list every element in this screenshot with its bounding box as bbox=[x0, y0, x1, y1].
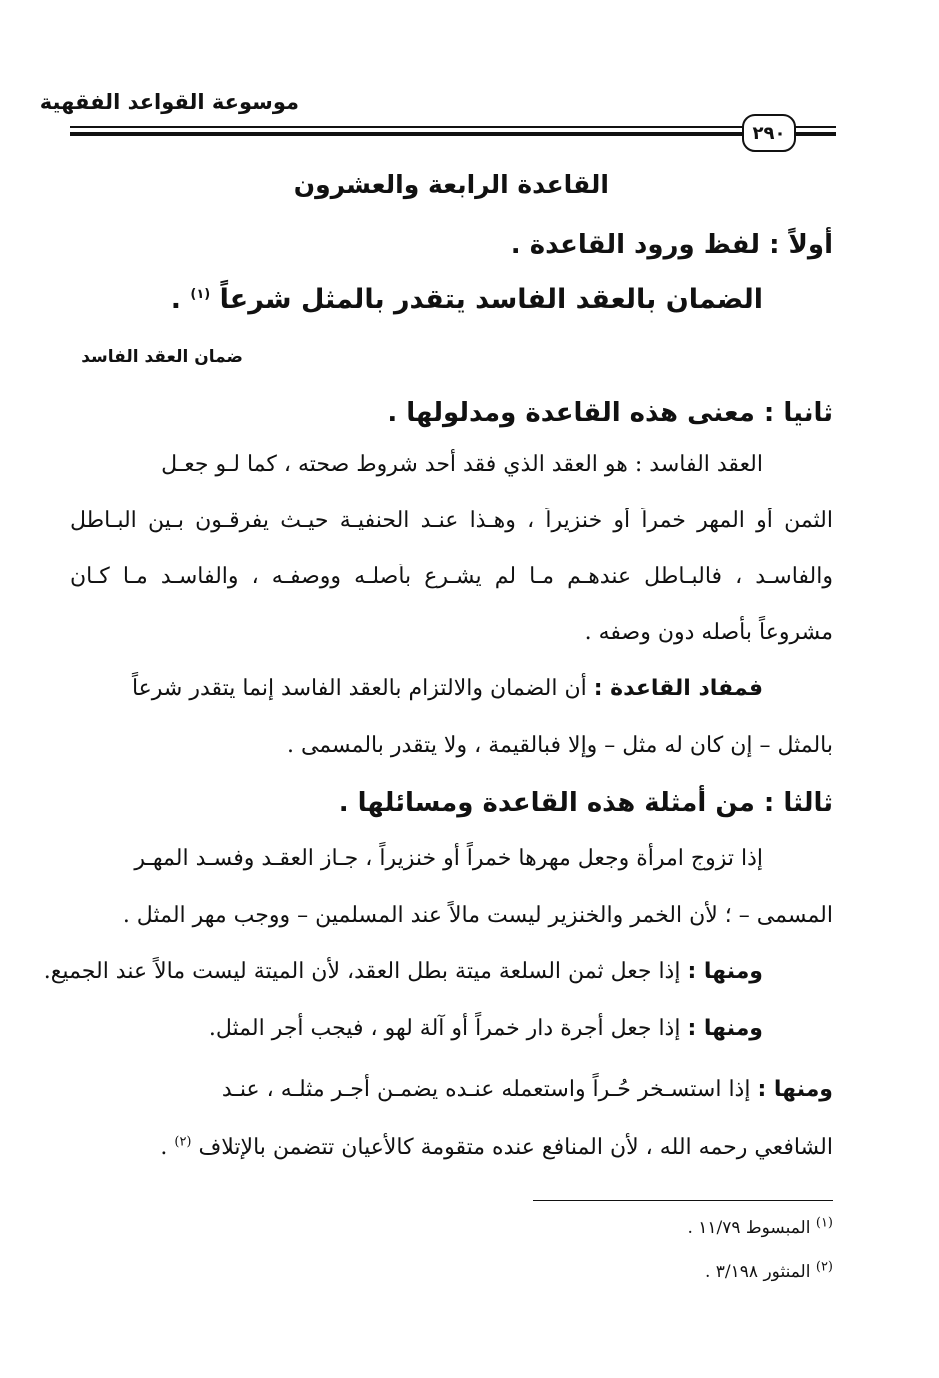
rule-statement bbox=[171, 284, 763, 315]
para2-line-2: بالمثل – إن كان له مثل – وإلا فبالقيمة ، ولا يتقدر بالمسمى . bbox=[286, 733, 833, 758]
footnote-ref-1[interactable]: (١) bbox=[190, 287, 211, 302]
section1-heading: أولاً : لفظ ورود القاعدة . bbox=[510, 230, 833, 260]
section2-heading: ثانيا : معنى هذه القاعدة ومدلولها . bbox=[387, 398, 833, 428]
footnote-marker-2: (٢) bbox=[815, 1259, 833, 1275]
ex2-line bbox=[44, 959, 763, 984]
footnote-1 bbox=[687, 1215, 833, 1238]
section3-heading: ثالثا : من أمثلة هذه القاعدة ومسائلها . bbox=[338, 788, 833, 818]
ex4-text-2: الشافعي رحمه الله ، لأن المنافع عنده متقومة كالأعيان تتضمن بالإتلاف bbox=[198, 1135, 833, 1160]
ex4-lead: ومنها : bbox=[757, 1077, 833, 1102]
ex2-lead: ومنها : bbox=[687, 959, 763, 984]
footnote-text-1: المبسوط ١١/٧٩ . bbox=[687, 1218, 811, 1238]
footnote-separator bbox=[533, 1200, 833, 1201]
para1-line-4: مشروعاً بأصله دون وصفه . bbox=[584, 620, 833, 645]
para2-line-1 bbox=[132, 676, 763, 701]
ex4-end: . bbox=[160, 1135, 168, 1160]
footnote-marker-1: (١) bbox=[815, 1215, 833, 1231]
page-number: ٢٩٠ bbox=[752, 122, 786, 144]
rule-end: . bbox=[170, 284, 181, 315]
ex3-lead: ومنها : bbox=[687, 1016, 763, 1041]
page-number-badge bbox=[742, 114, 796, 152]
ex3-text: إذا جعل أجرة دار خمراً أو آلة لهو ، فيجب أجر المثل. bbox=[208, 1016, 681, 1041]
ex2-text: إذا جعل ثمن السلعة ميتة بطل العقد، لأن الميتة ليست مالاً عند الجميع. bbox=[43, 959, 681, 984]
footnote-2 bbox=[704, 1259, 833, 1282]
para1-line-3: والفاسـد ، فالبـاطل عندهـم مـا لم يشـرع بأصلـه ووصفـه ، والفاسـد مـا كـان bbox=[70, 564, 833, 589]
header-rule-end bbox=[794, 126, 836, 136]
ex4-text: إذا استسـخر حُـراً واستعمله عنـده يضمـن أجـر مثلـه ، عنـد bbox=[221, 1077, 751, 1102]
footnote-text-2: المنثور ٣/١٩٨ . bbox=[704, 1262, 811, 1282]
footnote-ref-2[interactable]: (٢) bbox=[174, 1134, 192, 1150]
chapter-title: القاعدة الرابعة والعشرون bbox=[293, 170, 609, 199]
ex3-line bbox=[209, 1016, 763, 1041]
ex4-line-1 bbox=[222, 1077, 833, 1102]
ex4-line-2 bbox=[160, 1135, 833, 1160]
para2-lead: فمفاد القاعدة : bbox=[593, 676, 763, 701]
ex1-line-1: إذا تزوج امرأة وجعل مهرها خمراً أو خنزيراً ، جـاز العقـد وفسـد المهـر bbox=[134, 846, 763, 871]
running-header-title: موسوعة القواعد الفقهية bbox=[39, 90, 299, 114]
ex1-line-2: المسمى – ؛ لأن الخمر والخنزير ليست مالاً عند المسلمين – ووجب مهر المثل . bbox=[122, 903, 833, 928]
header-rule-thin bbox=[70, 126, 833, 128]
para1-line-2: الثمن أو المهر خمراً أو خنزيراً ، وهـذا عنـد الحنفيـة حيـث يفرقـون بـين البـاطل bbox=[70, 508, 833, 533]
para2-text: أن الضمان والالتزام بالعقد الفاسد إنما يتقدر شرعاً bbox=[131, 676, 587, 701]
header-rule-thick bbox=[70, 132, 833, 136]
para1-line-1: العقد الفاسد : هو العقد الذي فقد أحد شروط صحته ، كما لـو جعـل bbox=[161, 452, 763, 477]
margin-note: ضمان العقد الفاسد bbox=[81, 347, 243, 367]
rule-text: الضمان بالعقد الفاسد يتقدر بالمثل شرعاً bbox=[219, 284, 763, 315]
